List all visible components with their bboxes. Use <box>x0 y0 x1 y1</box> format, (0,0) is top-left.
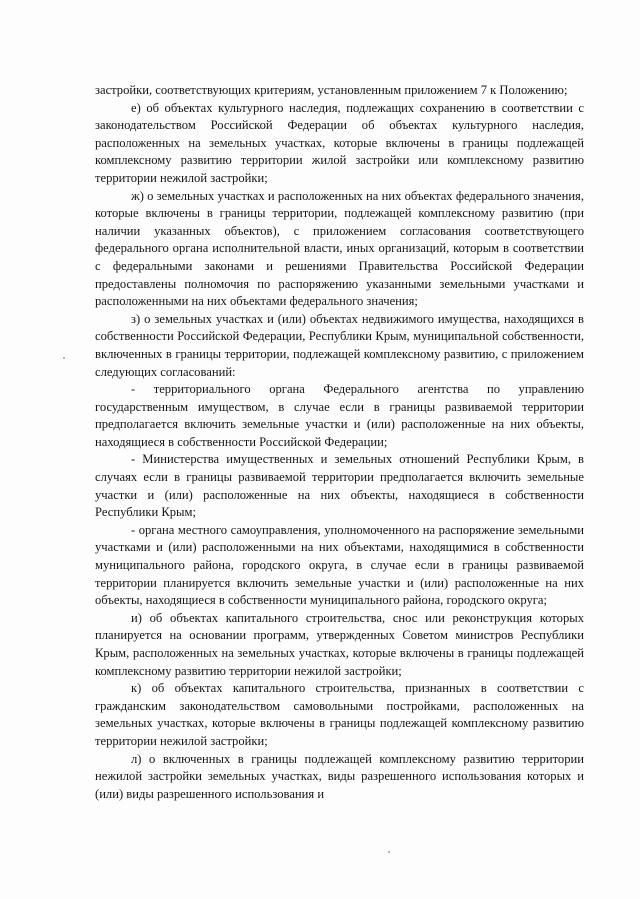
paragraph-agreement-federal-agency: - территориального органа Федерального агентства по управлению государственным имуществом, в случае если в границы развиваемой территории предполагается включить земельные участки и (или) расположенные на них объекты, находящиеся в собственности Российской Федерации; <box>95 382 584 449</box>
paragraph-item-i: и) об объектах капитального строительства, снос или реконструкция которых планируется на основании программ, утвержденных Советом министров Республики Крым, расположенных на земельных участках, которые включены в границы подлежащей комплексному развитию территории нежилой застройки; <box>95 610 584 678</box>
paragraph-item-l: л) о включенных в границы подлежащей комплексному развитию территории нежилой застройки земельных участках, виды разрешенного использования которых и (или) виды разрешенного использования и <box>95 751 584 801</box>
paragraph-agreement-local-government: - органа местного самоуправления, уполномоченного на распоряжение земельными участками и (или) расположенными на них объектами, находящимися в собственности муниципального района, городского округа, в случае если в границы развиваемой территории планируется включить земельные участки и (или) расположенные на них объекты, находящиеся в собственности муниципального района, городского округа; <box>95 522 584 608</box>
paragraph-item-k: к) об объектах капитального строительства, признанных в соответствии с гражданским законодательством самовольными постройками, расположенных на земельных участках, которые включены в границы подлежащей комплексному развитию территории нежилой застройки; <box>95 681 584 748</box>
scan-speck <box>63 357 65 359</box>
paragraph-agreement-ministry: - Министерства имущественных и земельных отношений Республики Крым, в случаях если в границы развиваемой территории предполагается включить земельные участки и (или) расположенные на них объекты, находящиеся в собственности Республики Крым; <box>95 452 584 520</box>
paragraph-item-z: з) о земельных участках и (или) объектах недвижимого имущества, находящихся в собственности Российской Федерации, Республики Крым, муниципальной собственности, включенных в границы территории, подлежащей комплексному развитию, с приложением следующих согласований: <box>95 311 584 379</box>
paragraph-item-e: е) об объектах культурного наследия, подлежащих сохранению в соответствии с законодательством Российской Федерации об объектах культурного наследия, расположенных на земельных участках, которые включены в границы подлежащей комплексному развитию территории жилой застройки или комплексному развитию территории нежилой застройки; <box>95 100 584 185</box>
document-body <box>95 82 584 803</box>
paragraph-item-zh: ж) о земельных участках и расположенных на них объектах федерального значения, которые включены в границы территории, подлежащей комплексному развитию (при наличии указанных объектов), с приложением согласования соответствующего федерального органа исполнительной власти, иных организаций, которым в соответствии с федеральными законами и решениями Правительства Российской Федерации предоставлены полномочия по распоряжению указанными земельными участками и расположенными на них объектами федерального значения; <box>95 188 584 309</box>
scan-speck <box>388 851 390 853</box>
paragraph-continuation: застройки, соответствующих критериям, установленным приложением 7 к Положению; <box>95 83 568 97</box>
